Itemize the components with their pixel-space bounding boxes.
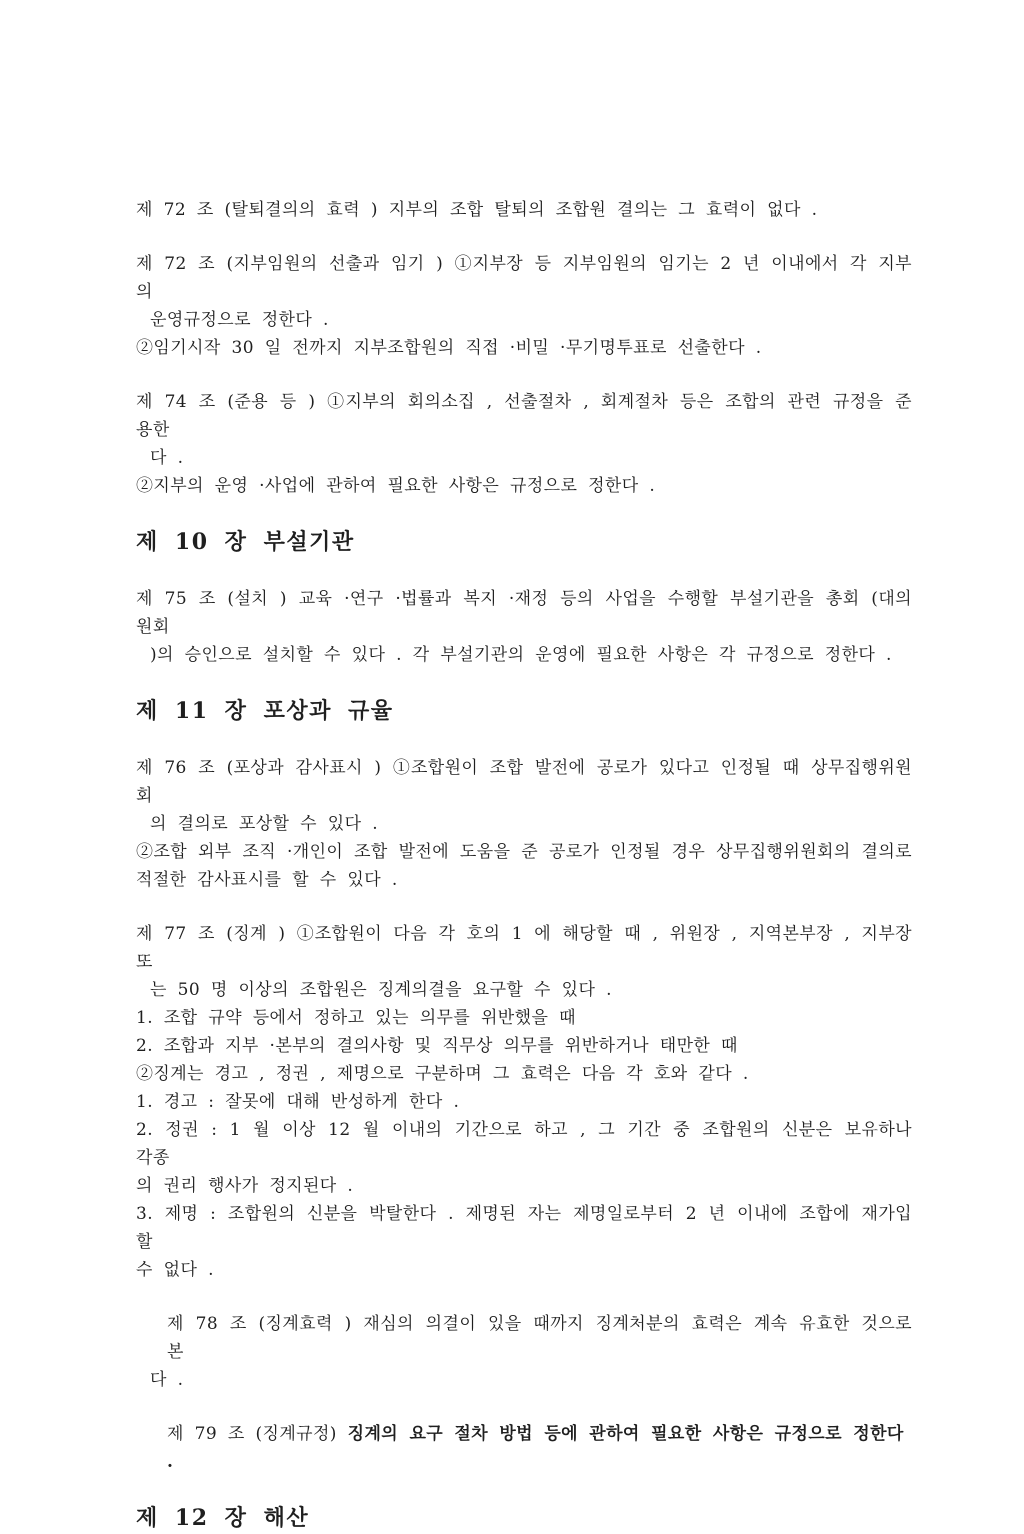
text-segment: ②임기시작 30 일 전까지 지부조합원의 직접 ·비밀 ·무기명투표로 선출한다 .	[136, 338, 762, 358]
text-segment: 2. 조합과 지부 ·본부의 결의사항 및 직무상 의무를 위반하거나 태만한 때	[136, 1036, 738, 1056]
text-line	[136, 196, 912, 224]
text-segment: 제 77 조 (징계 ) ①조합원이 다음 각 호의 1 에 해당할 때 , 위원장 , 지역본부장 , 지부장 또	[136, 924, 912, 972]
bold-text-segment: 징계의 요구 절차 방법 등에 관하여 필요한 사항은 규정으로 정한다 .	[167, 1424, 904, 1472]
text-segment: 다 .	[150, 448, 184, 468]
text-line	[136, 866, 912, 894]
text-line	[136, 334, 912, 362]
text-segment: 운영규정으로 정한다 .	[150, 310, 329, 330]
text-segment: 제 78 조 (징계효력 ) 재심의 의결이 있을 때까지 징계처분의 효력은 계속 유효한 것으로 본	[167, 1314, 912, 1362]
text-segment: 적절한 감사표시를 할 수 있다 .	[136, 870, 398, 890]
text-segment: 1. 조합 규약 등에서 정하고 있는 의무를 위반했을 때	[136, 1008, 576, 1028]
text-line	[136, 754, 912, 810]
article-77-discipline	[136, 920, 912, 1284]
text-line	[136, 838, 912, 866]
text-line	[136, 1200, 912, 1256]
article-74-mutatis-mutandis	[136, 388, 912, 500]
text-segment: ②징계는 경고 , 정권 , 제명으로 구분하며 그 효력은 다음 각 호와 같다 .	[136, 1064, 749, 1084]
text-segment: 제 76 조 (포상과 감사표시 ) ①조합원이 조합 발전에 공로가 있다고 인정될 때 상무집행위원회	[136, 758, 912, 806]
text-line	[136, 1420, 912, 1476]
text-segment: 의 권리 행사가 정지된다 .	[136, 1176, 354, 1196]
text-segment: 제 72 조 (탈퇴결의의 효력 ) 지부의 조합 탈퇴의 조합원 결의는 그 효력이 없다 .	[136, 200, 818, 220]
text-segment: 3. 제명 : 조합원의 신분을 박탈한다 . 제명된 자는 제명일로부터 2 년 이내에 조합에 재가입할	[136, 1204, 912, 1252]
text-line	[136, 306, 912, 334]
text-line	[136, 810, 912, 838]
text-line	[136, 1060, 912, 1088]
text-line	[136, 585, 912, 641]
chapter-10-heading: 제 10 장 부설기관	[136, 529, 355, 555]
text-line	[136, 1366, 912, 1394]
text-segment: ②지부의 운영 ·사업에 관하여 필요한 사항은 규정으로 정한다 .	[136, 476, 656, 496]
text-line	[136, 444, 912, 472]
text-segment: 1. 경고 : 잘못에 대해 반성하게 한다 .	[136, 1092, 460, 1112]
text-segment: ②조합 외부 조직 ·개인이 조합 발전에 도움을 준 공로가 인정될 경우 상무집행위원회의 결의로	[136, 842, 912, 862]
text-line	[136, 976, 912, 1004]
text-segment: 제 75 조 (설치 ) 교육 ·연구 ·법률과 복지 ·재정 등의 사업을 수행할 부설기관을 총회 (대의원회	[136, 589, 912, 637]
article-72-branch-officers	[136, 250, 912, 362]
article-76-awards	[136, 754, 912, 894]
article-78-discipline-effect	[136, 1310, 912, 1394]
article-75-establishment	[136, 585, 912, 669]
text-line	[136, 1032, 912, 1060]
text-line	[136, 250, 912, 306]
text-line	[136, 388, 912, 444]
text-line	[136, 1004, 912, 1032]
text-line	[136, 920, 912, 976]
article-79-discipline-rules	[136, 1420, 912, 1476]
document-body	[136, 196, 912, 1534]
text-line	[136, 1310, 912, 1366]
text-line	[136, 1256, 912, 1284]
text-line	[136, 1088, 912, 1116]
text-segment: 제 72 조 (지부임원의 선출과 임기 ) ①지부장 등 지부임원의 임기는 2 년 이내에서 각 지부의	[136, 254, 912, 302]
text-line	[136, 1116, 912, 1172]
chapter-11-heading: 제 11 장 포상과 규율	[136, 698, 394, 724]
text-line	[136, 472, 912, 500]
chapter-12-heading: 제 12 장 해산	[136, 1505, 310, 1531]
text-segment: 다 .	[150, 1370, 184, 1390]
text-segment: 제 79 조 (징계규정)	[167, 1424, 348, 1444]
text-segment: )의 승인으로 설치할 수 있다 . 각 부설기관의 운영에 필요한 사항은 각 규정으로 정한다 .	[150, 645, 892, 665]
text-line	[136, 1172, 912, 1200]
text-line	[136, 641, 912, 669]
text-segment: 는 50 명 이상의 조합원은 징계의결을 요구할 수 있다 .	[150, 980, 612, 1000]
text-segment: 의 결의로 포상할 수 있다 .	[150, 814, 379, 834]
text-segment: 수 없다 .	[136, 1260, 214, 1280]
text-segment: 제 74 조 (준용 등 ) ①지부의 회의소집 , 선출절차 , 회계절차 등은 조합의 관련 규정을 준용한	[136, 392, 912, 440]
article-72-withdrawal-effect	[136, 196, 912, 224]
text-segment: 2. 정권 : 1 월 이상 12 월 이내의 기간으로 하고 , 그 기간 중 조합원의 신분은 보유하나 각종	[136, 1120, 912, 1168]
